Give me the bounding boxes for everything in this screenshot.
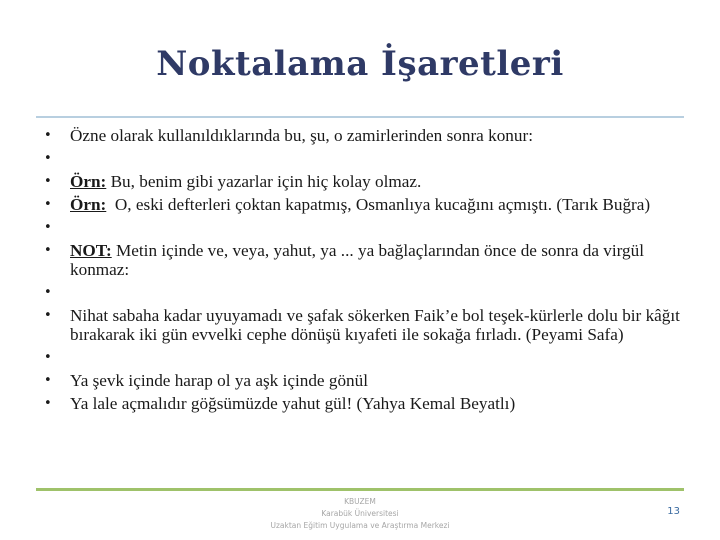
bullet-text: Bu, benim gibi yazarlar için hiç kolay olmaz. <box>106 172 422 191</box>
bullet-item <box>44 371 684 390</box>
bullet-dot-icon: • <box>44 151 52 166</box>
bullet-item <box>44 283 684 302</box>
bullet-list <box>44 126 684 417</box>
bullet-text: Metin içinde ve, veya, yahut, ya ... ya bağlaçlarından önce de sonra da virgül konmaz: <box>70 241 649 279</box>
bullet-dot-icon: • <box>44 174 52 189</box>
page-number: 13 <box>667 506 680 517</box>
bullet-item <box>44 195 684 214</box>
bullet-text: Özne olarak kullanıldıklarında bu, şu, o zamirlerinden sonra konur: <box>70 126 533 145</box>
bullet-dot-icon: • <box>44 308 52 323</box>
bullet-label: NOT: <box>70 241 112 260</box>
bullet-item <box>44 126 684 145</box>
bullet-dot-icon: • <box>44 197 52 212</box>
bullet-dot-icon: • <box>44 220 52 235</box>
footer-org: KBUZEM <box>344 497 376 506</box>
bullet-dot-icon: • <box>44 285 52 300</box>
bullet-item <box>44 394 684 413</box>
bullet-label: Örn: <box>70 172 107 191</box>
bullet-dot-icon: • <box>44 128 52 143</box>
footer-university: Karabük Üniversitesi <box>321 509 399 518</box>
footer-divider <box>36 488 684 491</box>
slide-title: Noktalama İşaretleri <box>156 44 564 84</box>
bullet-text: Nihat sabaha kadar uyuyamadı ve şafak sökerken Faik’e bol teşek-kürlerle dolu bir kâğıt bırakarak iki gün evvelki cephe dönüşü kıyafeti ile sokağa fırladı. (Peyami Safa) <box>70 306 685 344</box>
bullet-dot-icon: • <box>44 373 52 388</box>
bullet-dot-icon: • <box>44 350 52 365</box>
bullet-item <box>44 172 684 191</box>
footer-center: Uzaktan Eğitim Uygulama ve Araştırma Merkezi <box>270 521 450 530</box>
title-divider <box>36 116 684 118</box>
bullet-item <box>44 241 684 279</box>
bullet-text: O, eski defterleri çoktan kapatmış, Osmanlıya kucağını açmıştı. (Tarık Buğra) <box>106 195 651 214</box>
bullet-label: Örn: <box>70 195 107 214</box>
bullet-dot-icon: • <box>44 396 52 411</box>
bullet-item <box>44 306 684 344</box>
bullet-text: Ya lale açmalıdır göğsümüzde yahut gül! (Yahya Kemal Beyatlı) <box>70 394 516 413</box>
bullet-item <box>44 149 684 168</box>
footer <box>240 496 480 532</box>
bullet-dot-icon: • <box>44 243 52 258</box>
bullet-item <box>44 348 684 367</box>
bullet-text: Ya şevk içinde harap ol ya aşk içinde gönül <box>70 371 369 390</box>
bullet-item <box>44 218 684 237</box>
